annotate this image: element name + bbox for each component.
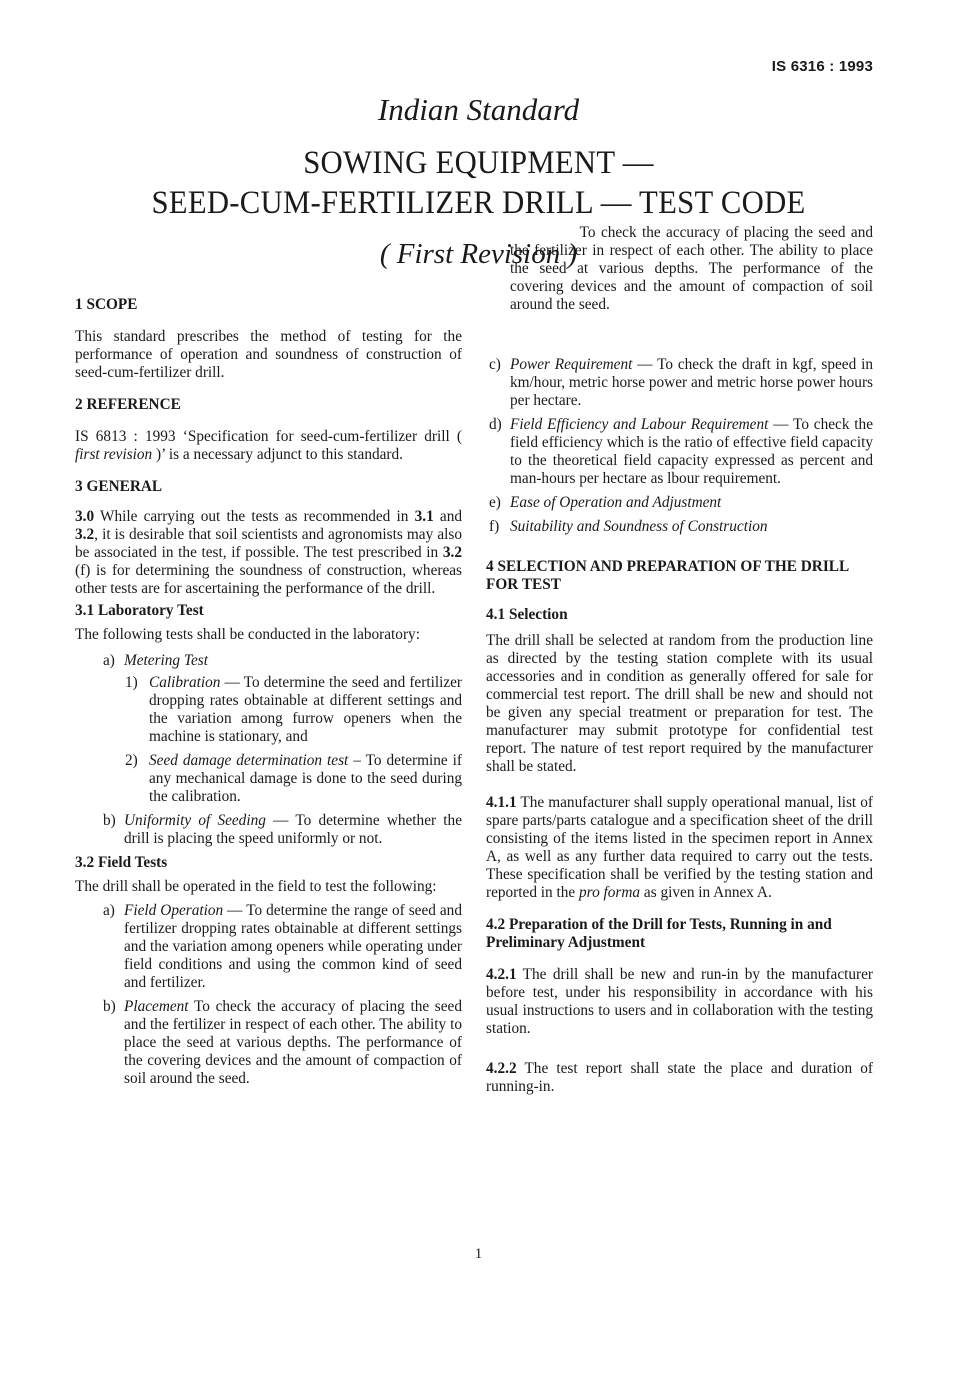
- title-line-2: SEED-CUM-FERTILIZER DRILL — TEST CODE: [151, 185, 806, 221]
- reference-text-b: )’ is a necessary adjunct to this standard.: [156, 446, 403, 463]
- clause-ref: 3.2: [75, 526, 95, 543]
- clause-text: The drill shall be new and run-in by the manufacturer before test, under his responsibility in accordance with his usual instructions to users and in collaboration with the testing station.: [486, 966, 873, 1037]
- item-label: c): [489, 356, 501, 373]
- item-title: Suitability and Soundness of Construction: [510, 518, 768, 535]
- item-title: Ease of Operation and Adjustment: [510, 494, 722, 511]
- item-text: — To determine whether the drill is placing the speed uniformly or not.: [124, 812, 462, 847]
- list-item: [486, 356, 873, 410]
- item-label: b): [103, 812, 116, 829]
- item-text: To check the accuracy of placing the seed and the fertilizer in respect of each other. The ability to place the seed at various depths. The performance of the covering devices and the amount of compaction of soil around the seed.: [510, 224, 873, 313]
- list-item: [100, 812, 462, 848]
- item-text: — To determine the range of seed and fertilizer dropping rates obtainable at different settings and the variation among openers while operating under field conditions and using the common kind of seed and fertilizer.: [124, 902, 462, 991]
- title-line-1: SOWING EQUIPMENT —: [303, 145, 654, 181]
- clause-4-1: The drill shall be selected at random from the production line as directed by the testing station complete with its usual accessories and in condition as generally offered for sale for commercial test report. The drill shall be new and should not be given any special treatment or preparation for test. The manufacturer may submit prototype for confidential test report. The nature of test report required by the manufacturer shall be stated.: [486, 632, 873, 775]
- clause-text: The manufacturer shall supply operational manual, list of spare parts/parts catalogue and a specification sheet of the drill consisting of the items listed in the specimen report in Annex A, as well as any further data required to carry out the tests. These specification shall be verified by the testing station and reported in the: [486, 794, 873, 901]
- laboratory-test-heading: 3.1 Laboratory Test: [75, 602, 204, 619]
- item-label: 2): [125, 752, 138, 769]
- field-tests-heading: 3.2 Field Tests: [75, 854, 168, 871]
- item-label: 1): [125, 674, 138, 691]
- reference-text-a: IS 6813 : 1993 ‘Specification for seed-cum-fertilizer drill (: [75, 428, 462, 445]
- clause-number: 3.0: [75, 508, 95, 525]
- item-title: Uniformity of Seeding: [124, 812, 266, 829]
- document-number: IS 6316 : 1993: [771, 58, 873, 75]
- scope-heading: 1 SCOPE: [75, 296, 138, 313]
- item-label: a): [103, 652, 115, 669]
- clause-3-0: [75, 508, 462, 598]
- clause-number: 4.1.1: [486, 794, 517, 811]
- item-label: b): [103, 998, 116, 1015]
- item-title: Metering Test: [124, 652, 208, 669]
- list-item: [125, 674, 462, 746]
- list-item: [100, 652, 462, 670]
- reference-italic: first revision: [75, 446, 157, 463]
- clause-text: The test report shall state the place and duration of running-in.: [486, 1060, 873, 1095]
- item-title: Placement: [124, 998, 189, 1015]
- item-title: Calibration: [149, 674, 221, 691]
- preparation-heading: 4.2 Preparation of the Drill for Tests, Running in and Preliminary Adjustment: [486, 916, 832, 951]
- list-item: [100, 902, 462, 992]
- clause-text: , it is desirable that soil scientists and agronomists may also be associated in the test, if possible. The test prescribed in: [75, 526, 462, 561]
- item-title: Field Operation: [124, 902, 224, 919]
- list-item: [486, 494, 873, 512]
- left-column: [75, 296, 462, 1087]
- item-title: Power Requirement: [510, 356, 633, 373]
- right-column: [486, 224, 873, 1110]
- clause-number: 4.2.2: [486, 1060, 517, 1077]
- item-text: To check the accuracy of placing the seed and the fertilizer in respect of each other. The ability to place the seed at various depths. The performance of the covering devices and the amount of compaction of soil around the seed.: [124, 998, 462, 1087]
- item-text: – To determine if any mechanical damage is done to the seed during the calibration.: [149, 752, 462, 805]
- item-text: — To determine the seed and fertilizer dropping rates obtainable at different settings and the variation among furrow openers when the machine is stationary, and: [149, 674, 462, 745]
- clause-4-2-1: [486, 966, 873, 1038]
- list-item: [125, 752, 462, 806]
- item-text: — To check the draft in kgf, speed in km/hour, metric horse power and metric horse power hours per hectare.: [510, 356, 873, 409]
- page-number: 1: [474, 1246, 483, 1262]
- field-intro: The drill shall be operated in the field to test the following:: [75, 878, 437, 895]
- item-text: — To check the field efficiency which is the ratio of effective field capacity to the theoretical field capacity expressed as percent and man-hours per hectare as lbour requirement.: [510, 416, 873, 487]
- laboratory-intro: The following tests shall be conducted in the laboratory:: [75, 626, 420, 643]
- clause-text: as given in Annex A.: [640, 884, 772, 901]
- clause-italic: pro forma: [579, 884, 641, 901]
- scope-text: This standard prescribes the method of testing for the performance of operation and soundness of construction of seed-cum-fertilizer drill.: [75, 328, 462, 381]
- clause-ref: 3.1: [414, 508, 434, 525]
- clause-4-2-2: [486, 1060, 873, 1096]
- clause-number: 4.2.1: [486, 966, 517, 983]
- general-heading: 3 GENERAL: [75, 478, 163, 495]
- revision-label: ( First Revision ): [379, 238, 578, 270]
- clause-ref: 3.2: [442, 544, 462, 561]
- selection-heading: 4 SELECTION AND PREPARATION OF THE DRILL FOR TEST: [486, 558, 849, 593]
- continued-text: [510, 224, 873, 314]
- selection-subheading: 4.1 Selection: [486, 606, 568, 623]
- item-title: Field Efficiency and Labour Requirement: [510, 416, 769, 433]
- list-item-continued: [486, 224, 873, 350]
- list-item: [486, 518, 873, 536]
- clause-text: and: [433, 508, 462, 525]
- clause-text: (f) is for determining the soundness of construction, whereas other tests are for ascertaining the performance of the drill.: [75, 562, 462, 597]
- clause-4-1-1: [486, 794, 873, 902]
- clause-text: While carrying out the tests as recommended in: [94, 508, 415, 525]
- item-label: a): [103, 902, 115, 919]
- list-item: [100, 998, 462, 1087]
- reference-heading: 2 REFERENCE: [75, 396, 181, 413]
- document-title: [33, 143, 923, 223]
- item-label: e): [489, 494, 501, 511]
- list-item: [486, 416, 873, 488]
- item-label: d): [489, 416, 502, 433]
- reference-text: [75, 428, 462, 464]
- item-title: Seed damage determination test: [149, 752, 349, 769]
- item-label: f): [489, 518, 500, 535]
- standard-label: Indian Standard: [377, 92, 580, 127]
